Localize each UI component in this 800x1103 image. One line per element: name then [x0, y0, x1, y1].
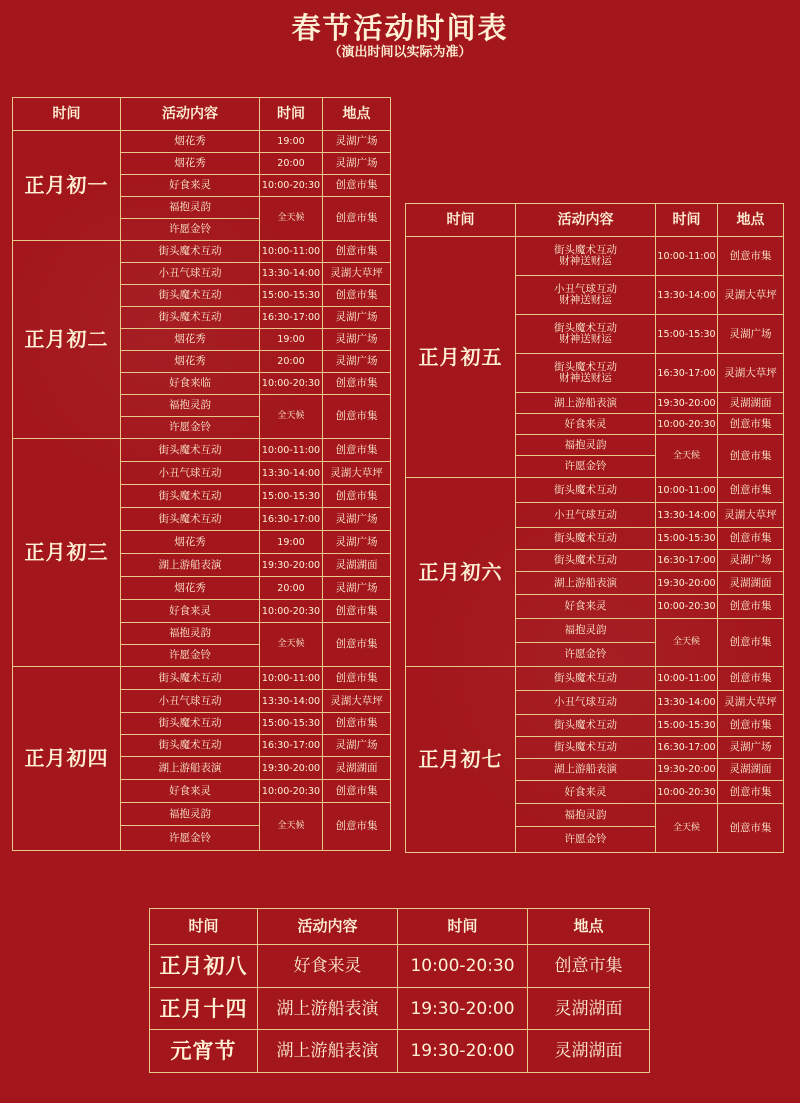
place-cell: 灵湖大草坪: [718, 503, 784, 528]
activity-cell: [516, 237, 656, 276]
table-row: [13, 131, 391, 153]
place-cell: 创意市集: [718, 804, 784, 853]
time-cell: 13:30-14:00: [260, 462, 323, 485]
activity-cell: 许愿金铃: [516, 456, 656, 478]
place-cell: 创意市集: [528, 945, 650, 988]
time-cell: 13:30-14:00: [656, 276, 718, 315]
activity-cell: 街头魔术互动: [516, 667, 656, 691]
place-cell: 灵湖湖面: [528, 988, 650, 1030]
table-row: [13, 241, 391, 263]
place-cell: 灵湖广场: [718, 550, 784, 572]
place-cell: 创意市集: [323, 373, 391, 395]
activity-cell: 烟花秀: [121, 329, 260, 351]
header-time: 时间: [150, 909, 258, 945]
time-cell: 15:00-15:30: [656, 528, 718, 550]
time-cell: 10:00-20:30: [656, 414, 718, 435]
activity-cell: 街头魔术互动: [121, 241, 260, 263]
place-cell: 灵湖湖面: [323, 554, 391, 577]
activity-cell: 街头魔术互动: [516, 478, 656, 503]
place-cell: 灵湖广场: [323, 531, 391, 554]
activity-cell: 烟花秀: [121, 577, 260, 600]
time-cell: 全天候: [260, 803, 323, 851]
activity-cell: 好食来灵: [121, 600, 260, 623]
activity-cell: 小丑气球互动: [516, 503, 656, 528]
time-cell: 13:30-14:00: [656, 503, 718, 528]
place-cell: 灵湖广场: [718, 315, 784, 354]
place-cell: 创意市集: [718, 237, 784, 276]
activity-cell: 湖上游船表演: [516, 393, 656, 414]
day-label: 正月十四: [150, 988, 258, 1030]
time-cell: 15:00-15:30: [656, 715, 718, 737]
activity-cell: 福抱灵韵: [516, 435, 656, 456]
table-row: [13, 667, 391, 690]
header-place: 地点: [718, 204, 784, 237]
activity-line: 财神送财运: [559, 294, 612, 306]
time-cell: 13:30-14:00: [656, 691, 718, 715]
header-activity: 活动内容: [258, 909, 398, 945]
time-cell: 全天候: [260, 623, 323, 667]
activity-line: 小丑气球互动: [554, 283, 617, 295]
activity-cell: 好食来灵: [121, 175, 260, 197]
activity-cell: 烟花秀: [121, 531, 260, 554]
time-cell: 19:30-20:00: [398, 988, 528, 1030]
activity-line: 街头魔术互动: [554, 244, 617, 256]
time-cell: 10:00-20:30: [260, 175, 323, 197]
activity-cell: 街头魔术互动: [121, 485, 260, 508]
place-cell: 创意市集: [718, 595, 784, 619]
place-cell: 创意市集: [323, 623, 391, 667]
place-cell: 创意市集: [323, 197, 391, 241]
time-cell: 10:00-20:30: [260, 780, 323, 803]
header-activity: 活动内容: [516, 204, 656, 237]
table-row: [150, 988, 650, 1030]
activity-cell: 街头魔术互动: [121, 285, 260, 307]
time-cell: 10:00-11:00: [260, 667, 323, 690]
place-cell: 灵湖湖面: [718, 759, 784, 781]
day-label: 正月初一: [13, 131, 121, 241]
time-cell: 10:00-11:00: [260, 241, 323, 263]
table-header-row: [13, 98, 391, 131]
day-label: 正月初五: [406, 237, 516, 478]
place-cell: 灵湖大草坪: [718, 691, 784, 715]
table-row: [406, 478, 784, 503]
place-cell: 灵湖广场: [323, 735, 391, 757]
time-cell: 全天候: [656, 804, 718, 853]
place-cell: 创意市集: [323, 241, 391, 263]
activity-cell: 街头魔术互动: [516, 715, 656, 737]
activity-cell: 许愿金铃: [121, 645, 260, 667]
header-place: 地点: [323, 98, 391, 131]
place-cell: 创意市集: [718, 528, 784, 550]
activity-line: 街头魔术互动: [554, 322, 617, 334]
schedule-table-left: [12, 97, 391, 851]
time-cell: 16:30-17:00: [656, 354, 718, 393]
time-cell: 10:00-20:30: [656, 595, 718, 619]
activity-cell: 福抱灵韵: [121, 803, 260, 826]
time-cell: 19:30-20:00: [656, 393, 718, 414]
table-row: [406, 667, 784, 691]
activity-cell: 街头魔术互动: [516, 528, 656, 550]
activity-cell: 许愿金铃: [516, 827, 656, 853]
page-subtitle: （演出时间以实际为准）: [328, 45, 472, 60]
time-cell: 10:00-20:30: [260, 600, 323, 623]
place-cell: 创意市集: [718, 478, 784, 503]
activity-cell: 小丑气球互动: [121, 690, 260, 713]
place-cell: 创意市集: [323, 803, 391, 851]
place-cell: 创意市集: [718, 715, 784, 737]
activity-cell: 许愿金铃: [121, 417, 260, 439]
place-cell: 创意市集: [323, 175, 391, 197]
table-row: [150, 945, 650, 988]
activity-cell: 好食来灵: [121, 780, 260, 803]
place-cell: 灵湖广场: [323, 329, 391, 351]
place-cell: 创意市集: [323, 713, 391, 735]
activity-cell: 许愿金铃: [516, 643, 656, 667]
activity-cell: 湖上游船表演: [516, 572, 656, 595]
day-label: 正月初三: [13, 439, 121, 667]
time-cell: 19:30-20:00: [260, 554, 323, 577]
place-cell: 灵湖湖面: [528, 1030, 650, 1073]
activity-cell: 好食来灵: [516, 414, 656, 435]
place-cell: 灵湖广场: [718, 737, 784, 759]
place-cell: 灵湖湖面: [323, 757, 391, 780]
day-label: 正月初八: [150, 945, 258, 988]
activity-cell: 小丑气球互动: [121, 462, 260, 485]
table-header-row: [150, 909, 650, 945]
activity-cell: 烟花秀: [121, 131, 260, 153]
activity-cell: 街头魔术互动: [121, 735, 260, 757]
activity-cell: 好食来灵: [258, 945, 398, 988]
time-cell: 16:30-17:00: [260, 508, 323, 531]
activity-line: 财神送财运: [559, 255, 612, 267]
place-cell: 灵湖大草坪: [323, 263, 391, 285]
table-header-row: [406, 204, 784, 237]
page-title: 春节活动时间表: [291, 11, 509, 45]
time-cell: 20:00: [260, 577, 323, 600]
time-cell: 全天候: [656, 435, 718, 478]
time-cell: 13:30-14:00: [260, 263, 323, 285]
activity-cell: 街头魔术互动: [121, 439, 260, 462]
time-cell: 19:30-20:00: [260, 757, 323, 780]
activity-cell: 福抱灵韵: [121, 623, 260, 645]
day-label: 正月初七: [406, 667, 516, 853]
activity-cell: 小丑气球互动: [516, 691, 656, 715]
activity-cell: 街头魔术互动: [121, 508, 260, 531]
day-label: 正月初六: [406, 478, 516, 667]
schedule-table-right: [405, 203, 784, 853]
activity-cell: 福抱灵韵: [516, 619, 656, 643]
place-cell: 灵湖广场: [323, 508, 391, 531]
place-cell: 创意市集: [718, 414, 784, 435]
place-cell: 灵湖广场: [323, 577, 391, 600]
time-cell: 15:00-15:30: [260, 713, 323, 735]
time-cell: 19:30-20:00: [656, 759, 718, 781]
time-cell: 10:00-20:30: [398, 945, 528, 988]
activity-cell: 烟花秀: [121, 351, 260, 373]
activity-cell: 好食来临: [121, 373, 260, 395]
time-cell: 16:30-17:00: [656, 737, 718, 759]
table-row: [406, 237, 784, 276]
activity-cell: 烟花秀: [121, 153, 260, 175]
time-cell: 10:00-20:30: [260, 373, 323, 395]
day-label: 正月初二: [13, 241, 121, 439]
place-cell: 灵湖大草坪: [323, 462, 391, 485]
table-row: [13, 439, 391, 462]
time-cell: 19:30-20:00: [656, 572, 718, 595]
activity-cell: 好食来灵: [516, 595, 656, 619]
place-cell: 创意市集: [718, 619, 784, 667]
activity-cell: 街头魔术互动: [516, 737, 656, 759]
header-slot: 时间: [260, 98, 323, 131]
place-cell: 灵湖大草坪: [718, 354, 784, 393]
place-cell: 灵湖广场: [323, 131, 391, 153]
time-cell: 15:00-15:30: [260, 485, 323, 508]
day-label: 元宵节: [150, 1030, 258, 1073]
time-cell: 20:00: [260, 153, 323, 175]
place-cell: 灵湖广场: [323, 307, 391, 329]
place-cell: 创意市集: [323, 780, 391, 803]
place-cell: 灵湖广场: [323, 351, 391, 373]
header-activity: 活动内容: [121, 98, 260, 131]
place-cell: 创意市集: [323, 485, 391, 508]
time-cell: 20:00: [260, 351, 323, 373]
activity-cell: 湖上游船表演: [121, 554, 260, 577]
activity-cell: [516, 276, 656, 315]
activity-cell: 福抱灵韵: [121, 395, 260, 417]
place-cell: 灵湖广场: [323, 153, 391, 175]
activity-line: 财神送财运: [559, 372, 612, 384]
place-cell: 灵湖大草坪: [718, 276, 784, 315]
activity-cell: 湖上游船表演: [516, 759, 656, 781]
place-cell: 创意市集: [718, 781, 784, 804]
place-cell: 灵湖大草坪: [323, 690, 391, 713]
time-cell: 19:00: [260, 531, 323, 554]
time-cell: 10:00-20:30: [656, 781, 718, 804]
header-place: 地点: [528, 909, 650, 945]
place-cell: 创意市集: [323, 600, 391, 623]
place-cell: 创意市集: [323, 439, 391, 462]
activity-cell: 许愿金铃: [121, 219, 260, 241]
time-cell: 16:30-17:00: [260, 307, 323, 329]
place-cell: 创意市集: [323, 285, 391, 307]
activity-cell: [516, 354, 656, 393]
activity-cell: 街头魔术互动: [121, 307, 260, 329]
activity-cell: 湖上游船表演: [258, 1030, 398, 1073]
activity-cell: 福抱灵韵: [121, 197, 260, 219]
time-cell: 16:30-17:00: [260, 735, 323, 757]
activity-cell: 街头魔术互动: [121, 667, 260, 690]
time-cell: 全天候: [260, 395, 323, 439]
activity-cell: 福抱灵韵: [516, 804, 656, 827]
time-cell: 10:00-11:00: [656, 237, 718, 276]
place-cell: 创意市集: [323, 395, 391, 439]
time-cell: 16:30-17:00: [656, 550, 718, 572]
time-cell: 13:30-14:00: [260, 690, 323, 713]
activity-cell: 湖上游船表演: [258, 988, 398, 1030]
time-cell: 19:00: [260, 329, 323, 351]
time-cell: 10:00-11:00: [656, 478, 718, 503]
time-cell: 10:00-11:00: [656, 667, 718, 691]
place-cell: 创意市集: [718, 435, 784, 478]
time-cell: 19:00: [260, 131, 323, 153]
activity-cell: 街头魔术互动: [121, 713, 260, 735]
header-slot: 时间: [656, 204, 718, 237]
schedule-table-bottom: [149, 908, 650, 1073]
time-cell: 15:00-15:30: [260, 285, 323, 307]
place-cell: 创意市集: [323, 667, 391, 690]
time-cell: 15:00-15:30: [656, 315, 718, 354]
time-cell: 全天候: [656, 619, 718, 667]
table-row: [150, 1030, 650, 1073]
day-label: 正月初四: [13, 667, 121, 851]
activity-cell: [516, 315, 656, 354]
activity-cell: 湖上游船表演: [121, 757, 260, 780]
activity-cell: 好食来灵: [516, 781, 656, 804]
header-time: 时间: [406, 204, 516, 237]
place-cell: 灵湖湖面: [718, 393, 784, 414]
time-cell: 10:00-11:00: [260, 439, 323, 462]
activity-cell: 许愿金铃: [121, 826, 260, 851]
header-time: 时间: [13, 98, 121, 131]
activity-line: 财神送财运: [559, 333, 612, 345]
header-slot: 时间: [398, 909, 528, 945]
time-cell: 全天候: [260, 197, 323, 241]
activity-cell: 街头魔术互动: [516, 550, 656, 572]
activity-line: 街头魔术互动: [554, 361, 617, 373]
place-cell: 灵湖湖面: [718, 572, 784, 595]
time-cell: 19:30-20:00: [398, 1030, 528, 1073]
activity-cell: 小丑气球互动: [121, 263, 260, 285]
place-cell: 创意市集: [718, 667, 784, 691]
